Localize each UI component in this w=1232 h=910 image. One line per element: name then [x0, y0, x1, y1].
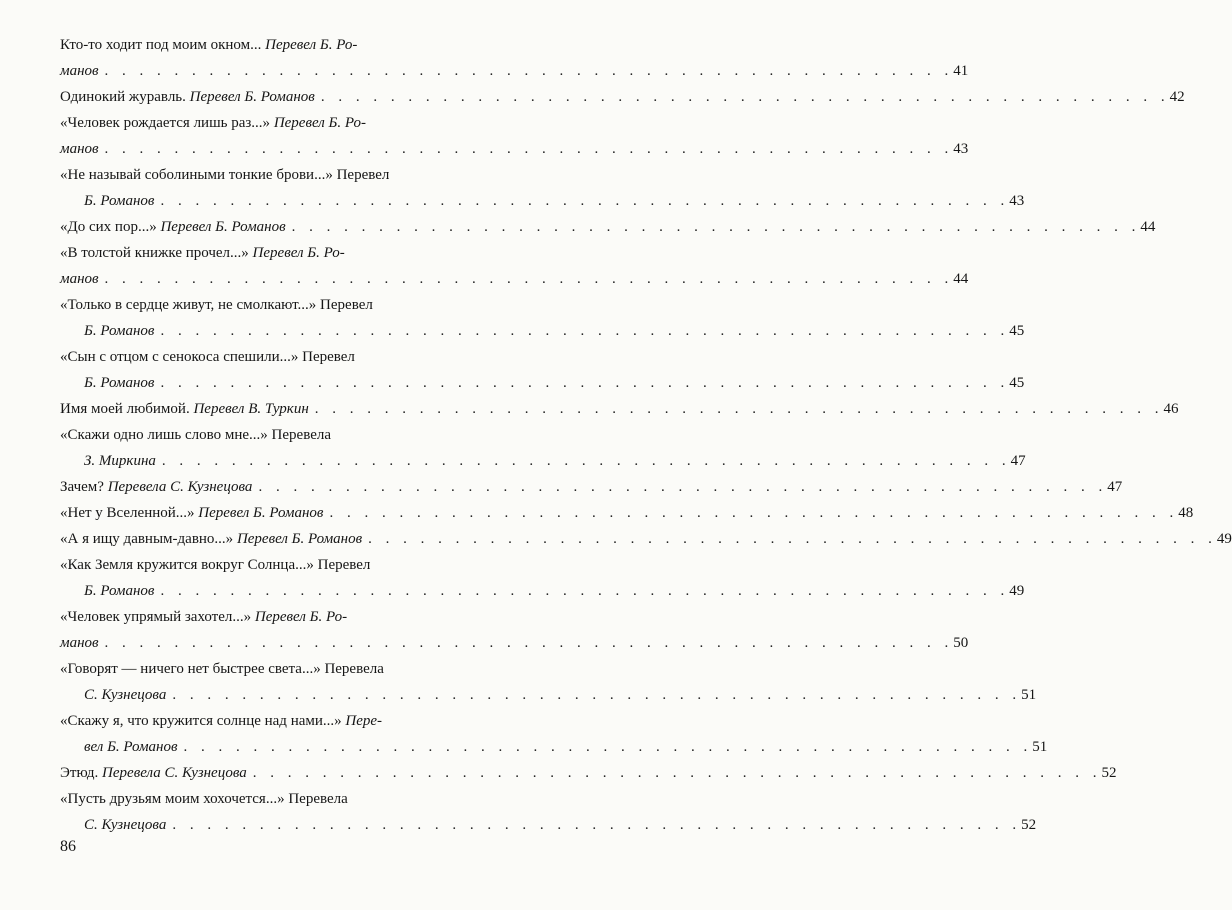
entry-page-number: 49 [1216, 531, 1232, 547]
entry-page-number: 50 [953, 635, 969, 651]
entry-text: Этюд. Перевела С. Кузнецова [60, 765, 247, 781]
entry-page-number: 45 [1009, 323, 1025, 339]
entry-page-number: 52 [1021, 817, 1037, 833]
toc-entry [60, 500, 1194, 526]
table-of-contents [60, 32, 1232, 838]
dot-leader: . . . . . . . . . . . . . . . . . . . . . . . . . . . . . . . . . . . . . . . . . . . . . . . . . [172, 687, 1022, 703]
dot-leader: . . . . . . . . . . . . . . . . . . . . . . . . . . . . . . . . . . . . . . . . . . . . . . . . . [368, 531, 1217, 547]
entry-page-number: 43 [953, 141, 969, 157]
dot-leader: . . . . . . . . . . . . . . . . . . . . . . . . . . . . . . . . . . . . . . . . . . . . . . . . . [104, 63, 954, 79]
entry-page-number: 49 [1009, 583, 1025, 599]
dot-leader: . . . . . . . . . . . . . . . . . . . . . . . . . . . . . . . . . . . . . . . . . . . . . . . . . [160, 583, 1010, 599]
entry-last-line [60, 578, 1025, 604]
entry-last-line [60, 526, 1232, 552]
entry-page-number: 51 [1032, 739, 1048, 755]
entry-text: Б. Романов [84, 375, 155, 391]
dot-leader: . . . . . . . . . . . . . . . . . . . . . . . . . . . . . . . . . . . . . . . . . . . . . . . . . [183, 739, 1033, 755]
entry-page-number: 41 [953, 63, 969, 79]
toc-entry [60, 162, 1025, 214]
toc-entry [60, 240, 969, 292]
dot-leader: . . . . . . . . . . . . . . . . . . . . . . . . . . . . . . . . . . . . . . . . . . . . . . . . . [258, 479, 1108, 495]
entry-text: Б. Романов [84, 193, 155, 209]
entry-title-line: «Пусть друзьям моим хохочется...» Перевела [60, 791, 348, 807]
entry-text: «Нет у Вселенной...» Перевел Б. Романов [60, 505, 324, 521]
entry-page-number: 46 [1163, 401, 1179, 417]
toc-entry [60, 604, 969, 656]
entry-text: Б. Романов [84, 583, 155, 599]
entry-title-line: «Не называй соболиными тонкие брови...» Перевел [60, 167, 390, 183]
dot-leader: . . . . . . . . . . . . . . . . . . . . . . . . . . . . . . . . . . . . . . . . . . . . . . . . . [104, 635, 954, 651]
entry-page-number: 48 [1178, 505, 1194, 521]
dot-leader: . . . . . . . . . . . . . . . . . . . . . . . . . . . . . . . . . . . . . . . . . . . . . . . . . [320, 89, 1170, 105]
entry-text: С. Кузнецова [84, 817, 167, 833]
entry-text: Одинокий журавль. Перевел Б. Романов [60, 89, 315, 105]
entry-text: Имя моей любимой. Перевел В. Туркин [60, 401, 309, 417]
toc-entry [60, 786, 1037, 838]
page-number: 86 [60, 838, 76, 855]
entry-title-line: «Сын с отцом с сенокоса спешили...» Перевел [60, 349, 355, 365]
toc-entry [60, 422, 1026, 474]
entry-last-line [60, 318, 1025, 344]
toc-entry [60, 396, 1179, 422]
entry-last-line [60, 396, 1179, 422]
entry-last-line [60, 630, 969, 656]
entry-text: Б. Романов [84, 323, 155, 339]
dot-leader: . . . . . . . . . . . . . . . . . . . . . . . . . . . . . . . . . . . . . . . . . . . . . . . . . [160, 375, 1010, 391]
entry-text: манов [60, 271, 99, 287]
entry-page-number: 51 [1021, 687, 1037, 703]
dot-leader: . . . . . . . . . . . . . . . . . . . . . . . . . . . . . . . . . . . . . . . . . . . . . . . . . [252, 765, 1102, 781]
entry-last-line [60, 734, 1048, 760]
entry-title-line: «Человек рождается лишь раз...» Перевел Б. Ро- [60, 115, 367, 131]
entry-page-number: 52 [1101, 765, 1117, 781]
entry-text: Зачем? Перевела С. Кузнецова [60, 479, 253, 495]
entry-page-number: 44 [1140, 219, 1156, 235]
toc-entry [60, 760, 1117, 786]
toc-entry [60, 552, 1025, 604]
dot-leader: . . . . . . . . . . . . . . . . . . . . . . . . . . . . . . . . . . . . . . . . . . . . . . . . . [160, 193, 1010, 209]
entry-last-line [60, 84, 1185, 110]
entry-page-number: 44 [953, 271, 969, 287]
entry-page-number: 43 [1009, 193, 1025, 209]
entry-last-line [60, 682, 1037, 708]
entry-last-line [60, 214, 1156, 240]
entry-text: С. Кузнецова [84, 687, 167, 703]
dot-leader: . . . . . . . . . . . . . . . . . . . . . . . . . . . . . . . . . . . . . . . . . . . . . . . . . [104, 141, 954, 157]
entry-title-line: «В толстой книжке прочел...» Перевел Б. Ро- [60, 245, 345, 261]
entry-last-line [60, 760, 1117, 786]
entry-last-line [60, 136, 969, 162]
entry-text: манов [60, 635, 99, 651]
entry-title-line: «Говорят — ничего нет быстрее света...» Перевела [60, 661, 384, 677]
entry-last-line [60, 448, 1026, 474]
entry-last-line [60, 58, 969, 84]
toc-entry [60, 526, 1232, 552]
entry-text: З. Миркина [84, 453, 156, 469]
dot-leader: . . . . . . . . . . . . . . . . . . . . . . . . . . . . . . . . . . . . . . . . . . . . . . . . . [329, 505, 1179, 521]
entry-title-line: «Скажи одно лишь слово мне...» Перевела [60, 427, 331, 443]
toc-entry [60, 110, 969, 162]
entry-title-line: Кто-то ходит под моим окном... Перевел Б. Ро- [60, 37, 358, 53]
toc-entry [60, 656, 1037, 708]
entry-last-line [60, 474, 1123, 500]
toc-entry [60, 344, 1025, 396]
entry-page-number: 47 [1107, 479, 1123, 495]
dot-leader: . . . . . . . . . . . . . . . . . . . . . . . . . . . . . . . . . . . . . . . . . . . . . . . . . [291, 219, 1141, 235]
entry-title-line: «Человек упрямый захотел...» Перевел Б. Ро- [60, 609, 348, 625]
entry-page-number: 47 [1010, 453, 1026, 469]
toc-entry [60, 32, 969, 84]
dot-leader: . . . . . . . . . . . . . . . . . . . . . . . . . . . . . . . . . . . . . . . . . . . . . . . . . [104, 271, 954, 287]
entry-title-line: «Как Земля кружится вокруг Солнца...» Перевел [60, 557, 371, 573]
dot-leader: . . . . . . . . . . . . . . . . . . . . . . . . . . . . . . . . . . . . . . . . . . . . . . . . . [161, 453, 1011, 469]
entry-page-number: 45 [1009, 375, 1025, 391]
entry-title-line: «Скажу я, что кружится солнце над нами...» Пере- [60, 713, 383, 729]
entry-text: манов [60, 141, 99, 157]
toc-entry [60, 84, 1185, 110]
entry-title-line: «Только в сердце живут, не смолкают...» Перевел [60, 297, 373, 313]
entry-last-line [60, 812, 1037, 838]
dot-leader: . . . . . . . . . . . . . . . . . . . . . . . . . . . . . . . . . . . . . . . . . . . . . . . . . [160, 323, 1010, 339]
entry-text: вел Б. Романов [84, 739, 178, 755]
entry-last-line [60, 188, 1025, 214]
entry-last-line [60, 266, 969, 292]
toc-entry [60, 474, 1123, 500]
entry-text: «А я ищу давным-давно...» Перевел Б. Романов [60, 531, 363, 547]
entry-last-line [60, 370, 1025, 396]
entry-text: «До сих пор...» Перевел Б. Романов [60, 219, 286, 235]
entry-text: манов [60, 63, 99, 79]
toc-entry [60, 292, 1025, 344]
toc-entry [60, 708, 1048, 760]
toc-entry [60, 214, 1156, 240]
entry-page-number: 42 [1169, 89, 1185, 105]
dot-leader: . . . . . . . . . . . . . . . . . . . . . . . . . . . . . . . . . . . . . . . . . . . . . . . . . [314, 401, 1164, 417]
entry-last-line [60, 500, 1194, 526]
dot-leader: . . . . . . . . . . . . . . . . . . . . . . . . . . . . . . . . . . . . . . . . . . . . . . . . . [172, 817, 1022, 833]
